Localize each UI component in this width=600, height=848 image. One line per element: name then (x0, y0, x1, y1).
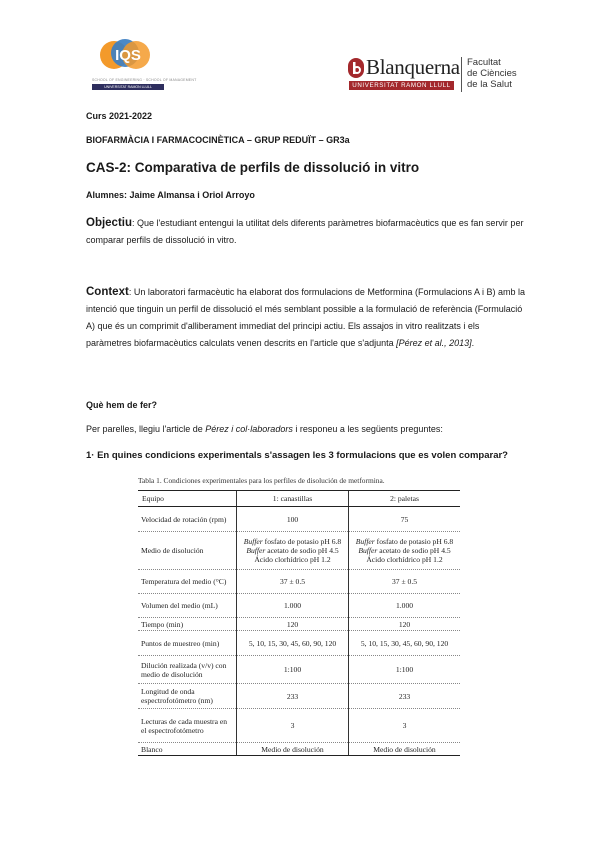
table-row (138, 618, 460, 631)
table-cell: Medio de disolución (237, 743, 349, 756)
faculty-line-3: de la Salut (467, 79, 512, 90)
context-end: . (471, 338, 475, 348)
table-cell: 5, 10, 15, 30, 45, 60, 90, 120 (237, 631, 349, 656)
table-header: 1: canastillas (237, 491, 349, 507)
table-cell: 120 (349, 618, 460, 631)
table-row (138, 656, 460, 684)
faculty-line-2: de Ciències (467, 68, 517, 79)
instructions-authors: Pérez i col·laboradors (205, 424, 293, 434)
table-cell: Puntos de muestreo (min) (138, 631, 237, 656)
table-cell: Blanco (138, 743, 237, 756)
media-line-3: Ácido clorhídrico pH 1.2 (366, 555, 443, 564)
table-header-row (138, 491, 460, 507)
objective-label: Objectiu (86, 217, 133, 229)
table-cell: 233 (349, 684, 460, 709)
conditions-table (138, 490, 460, 756)
faculty-label (467, 57, 517, 90)
article-reference: [Pérez et al., 2013] (396, 338, 472, 348)
media-cell (349, 532, 460, 570)
table-caption: Tabla 1. Condiciones experimentales para los perfiles de disolución de metformina. (138, 476, 385, 485)
table-cell: 1:100 (237, 656, 349, 684)
media-line-1: fosfato de potasio pH 6.8 (374, 537, 454, 546)
section-what-to-do: Què hem de fer? (86, 400, 158, 410)
table-row (138, 532, 460, 570)
table-cell: Lecturas de cada muestra en el espectrofotómetro (138, 709, 237, 743)
media-line-3: Ácido clorhídrico pH 1.2 (254, 555, 331, 564)
iqs-logo (92, 38, 164, 78)
table-cell: Tiempo (min) (138, 618, 237, 631)
table-row (138, 594, 460, 618)
table-header: 2: paletas (349, 491, 460, 507)
media-line-2: acetato de sodio pH 4.5 (265, 546, 339, 555)
table-cell: 75 (349, 507, 460, 532)
table-cell: Medio de disolución (138, 532, 237, 570)
students: Alumnes: Jaime Almansa i Oriol Arroyo (86, 190, 255, 200)
instructions (86, 424, 443, 434)
question-1: 1· En quines condicions experimentals s'assagen les 3 formulacions que es volen comparar? (86, 450, 508, 461)
buffer-word: Buffer (243, 537, 263, 546)
table-cell: 1:100 (349, 656, 460, 684)
blanquerna-name: Blanquerna (366, 55, 460, 79)
blanquerna-mark-icon (348, 58, 364, 78)
table-cell: 1.000 (349, 594, 460, 618)
table-cell: 1.000 (237, 594, 349, 618)
context-label: Context (86, 286, 129, 298)
iqs-bar: UNIVERSITAT RAMON LLULL (92, 84, 164, 90)
header-divider (461, 57, 462, 92)
table-cell: 37 ± 0.5 (237, 570, 349, 594)
table-row (138, 507, 460, 532)
table-header: Equipo (138, 491, 237, 507)
table-row (138, 631, 460, 656)
table-cell: 120 (237, 618, 349, 631)
context-text: : Un laboratori farmacèutic ha elaborat dos formulacions de Metformina (Formulacions A i B) amb la intenció que tinguin un perfil de dissolució el més semblant possible a la formulació de referència (Formulació A) que és un comprimit d'alliberament immediat del principi actiu. Els assajos in vitro realitzats i els paràmetres biofarmacèutics calculats venen descrits en l'article que s'adjunta (86, 287, 525, 348)
table-cell: 100 (237, 507, 349, 532)
objective-text: : Que l'estudiant entengui la utilitat dels diferents paràmetres biofarmacèutics que es fan servir per comparar perfils de dissolució in vitro. (86, 218, 524, 245)
media-line-2: acetato de sodio pH 4.5 (377, 546, 451, 555)
buffer-word: Buffer (355, 537, 375, 546)
media-line-1: fosfato de potasio pH 6.8 (262, 537, 342, 546)
case-title: CAS-2: Comparativa de perfils de dissolució in vitro (86, 160, 420, 175)
objective-paragraph (86, 215, 526, 249)
table-cell: Volumen del medio (mL) (138, 594, 237, 618)
table-cell: 5, 10, 15, 30, 45, 60, 90, 120 (349, 631, 460, 656)
table-cell: 3 (237, 709, 349, 743)
iqs-subtitle: SCHOOL OF ENGINEERING · SCHOOL OF MANAGEMENT (92, 78, 197, 82)
table-cell: Medio de disolución (349, 743, 460, 756)
table-cell: Longitud de onda espectrofotómetro (nm) (138, 684, 237, 709)
table-cell: Dilución realizada (v/v) con medio de disolución (138, 656, 237, 684)
table-cell: Velocidad de rotación (rpm) (138, 507, 237, 532)
iqs-logo-text: IQS (115, 47, 141, 64)
buffer-word: Buffer (246, 546, 266, 555)
context-paragraph (86, 284, 526, 352)
table-cell: 233 (237, 684, 349, 709)
table-row (138, 709, 460, 743)
buffer-word: Buffer (358, 546, 378, 555)
media-cell (237, 532, 349, 570)
subject-heading: BIOFARMÀCIA I FARMACOCINÈTICA – GRUP REDUÏT – GR3a (86, 135, 350, 145)
table-row (138, 743, 460, 756)
table-cell: 37 ± 0.5 (349, 570, 460, 594)
instructions-part-a: Per parelles, llegiu l'article de (86, 424, 206, 434)
table-cell: 3 (349, 709, 460, 743)
instructions-part-b: i responeu a les següents preguntes: (292, 424, 443, 434)
table-row (138, 570, 460, 594)
course-year: Curs 2021-2022 (86, 111, 153, 121)
table-cell: Temperatura del medio (°C) (138, 570, 237, 594)
table-row (138, 684, 460, 709)
blanquerna-bar: UNIVERSITAT RAMON LLULL (349, 81, 454, 90)
faculty-line-1: Facultat (467, 57, 501, 68)
